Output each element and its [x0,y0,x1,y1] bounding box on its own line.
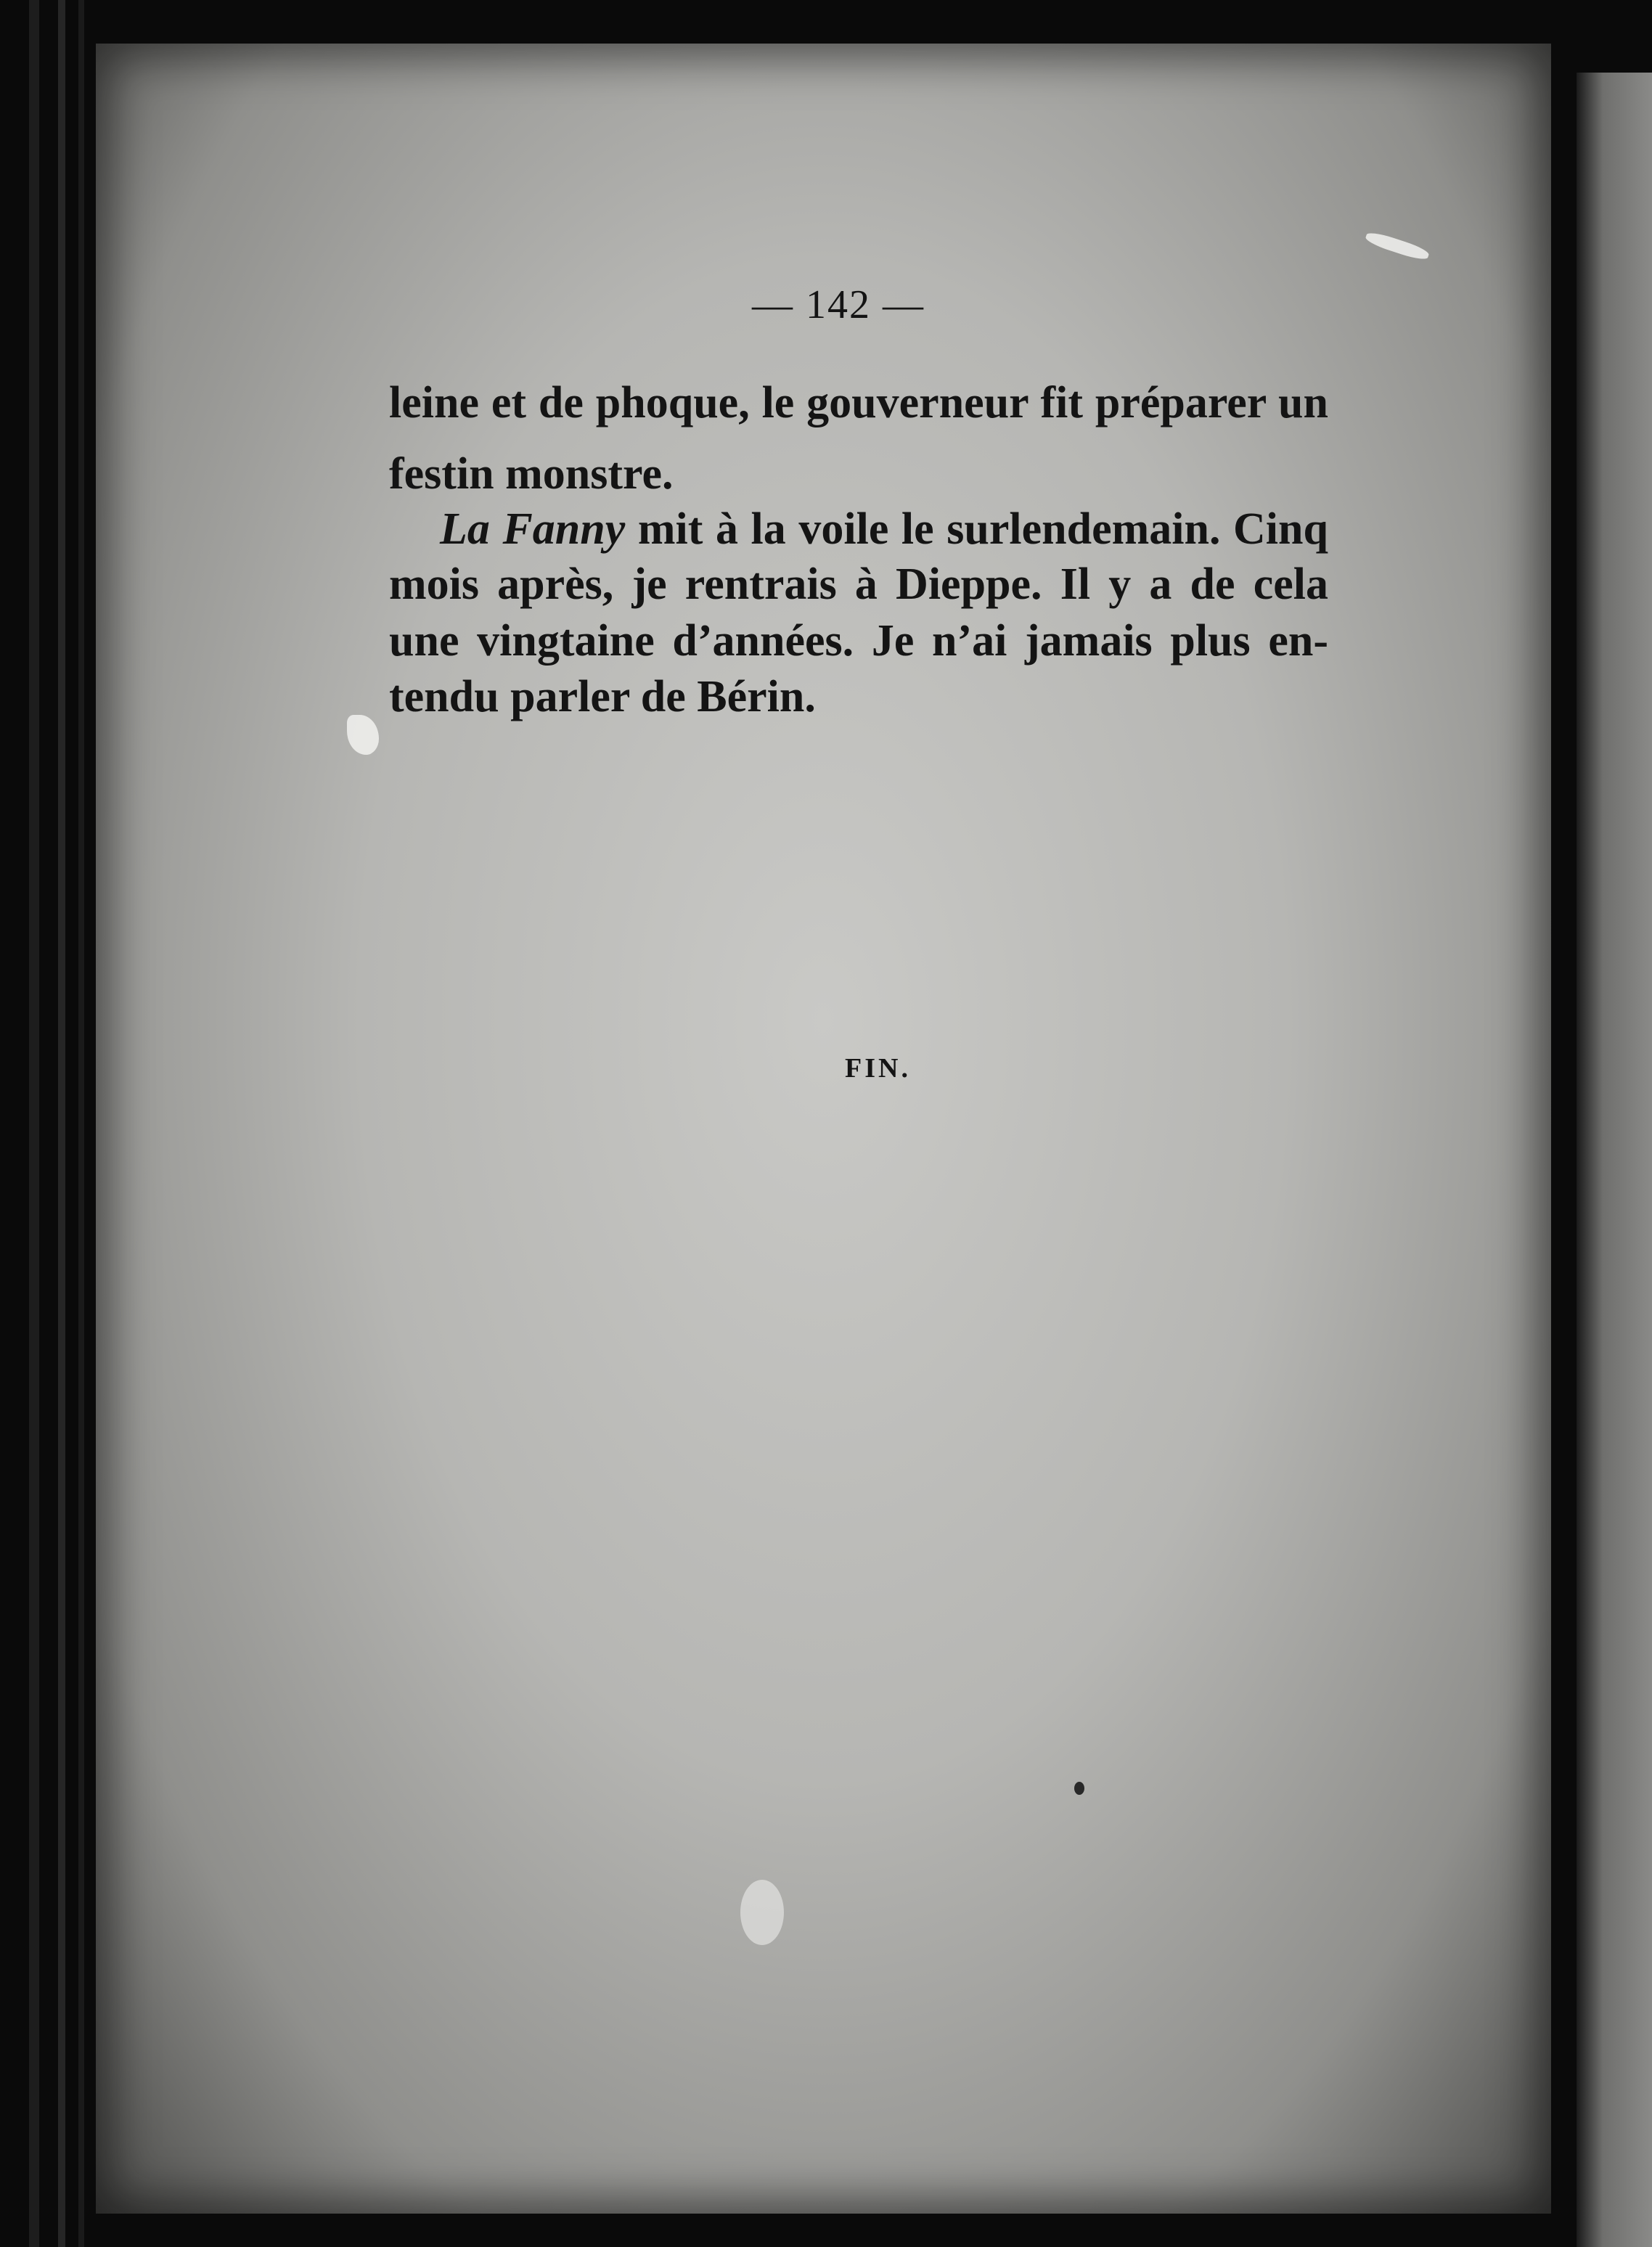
body-text-line: leine et de phoque, le gouverneur fit préparer un [389,378,1328,427]
book-edge [78,0,84,2247]
page-number: — 142 — [752,282,925,327]
end-mark: FIN. [845,1053,911,1084]
ship-name: La Fanny [440,504,626,554]
body-text-line: une vingtaine d’années. Je n’ai jamais plus en- [389,616,1328,666]
body-text-line: festin monstre. [389,449,674,499]
body-text-line: mois après, je rentrais à Dieppe. Il y a de cela [389,560,1328,609]
ink-spot [1074,1782,1084,1795]
body-text-line: tendu parler de Bérin. [389,672,816,721]
paper-blemish [740,1880,784,1945]
body-text-line [440,504,1328,555]
book-edge [58,0,65,2247]
adjacent-page-edge [1577,73,1652,2247]
book-page [96,44,1551,2214]
body-text-segment: mit à la voile le surlendemain. Cinq [625,504,1328,554]
book-edge [29,0,39,2247]
